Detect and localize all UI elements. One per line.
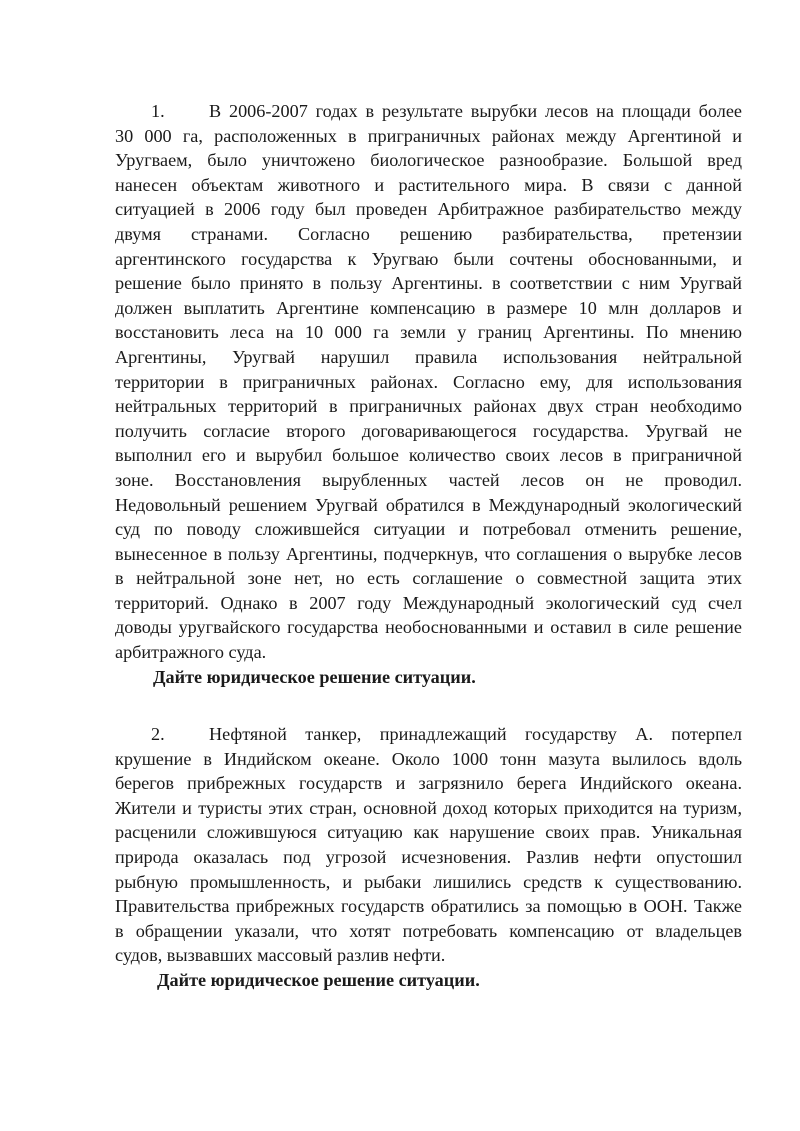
case-1-line: восстановить леса на 10 000 га земли у границ Аргентины. По мнению <box>115 322 742 343</box>
case-1-line: суд по поводу сложившейся ситуации и потребовал отменить решение, <box>115 519 742 540</box>
case-2-task: Дайте юридическое решение ситуации. <box>157 969 480 990</box>
case-2-line: крушение в Индийском океане. Около 1000 тонн мазута вылилось вдоль <box>115 748 742 769</box>
case-1-line: территорий. Однако в 2007 году Международный экологический суд счел <box>115 592 742 613</box>
case-1-line: решение было принято в пользу Аргентины. в соответствии с ним Уругвай <box>115 273 742 294</box>
case-1-line: нейтральных территорий в приграничных районах двух стран необходимо <box>115 396 742 417</box>
case-2-line: судов, вызвавших массовый разлив нефти. <box>115 945 446 966</box>
case-2-line-text: Нефтяной танкер, принадлежащий государству А. потерпел <box>209 724 742 744</box>
case-1-line: вынесенное в пользу Аргентины, подчеркнув, что соглашения о вырубке лесов <box>115 543 742 564</box>
case-1-line: выполнил его и вырубил большое количество своих лесов в приграничной <box>115 445 742 466</box>
case-2-number: 2. <box>151 724 165 744</box>
case-1-line: ситуацией в 2006 году был проведен Арбитражное разбирательство между <box>115 199 742 220</box>
case-1-line: Аргентины, Уругвай нарушил правила использования нейтральной <box>115 346 742 367</box>
case-1-task: Дайте юридическое решение ситуации. <box>153 666 476 687</box>
case-2-line <box>115 722 742 747</box>
case-1-line: зоне. Восстановления вырубленных частей лесов он не проводил. <box>115 469 742 490</box>
case-2-line: Жители и туристы этих стран, основной доход которых приходится на туризм, <box>115 797 742 818</box>
case-2-paragraph <box>115 722 742 993</box>
case-1-line: нанесен объектам животного и растительного мира. В связи с данной <box>115 174 742 195</box>
case-2-line: природа оказалась под угрозой исчезновения. Разлив нефти опустошил <box>115 846 742 867</box>
case-1-line: двумя странами. Согласно решению разбирательства, претензии <box>115 223 742 244</box>
case-1-paragraph <box>115 99 742 689</box>
case-2-line: рыбную промышленность, и рыбаки лишились средств к существованию. <box>115 871 742 892</box>
case-1-line: 30 000 га, расположенных в приграничных районах между Аргентиной и <box>115 125 742 146</box>
case-1-line: получить согласие второго договаривающегося государства. Уругвай не <box>115 420 742 441</box>
case-1-line: аргентинского государства к Уругваю были сочтены обоснованными, и <box>115 248 742 269</box>
case-1-line: арбитражного суда. <box>115 642 267 663</box>
case-1-line: в нейтральной зоне нет, но есть соглашение о совместной защита этих <box>115 568 742 589</box>
case-2-line: Правительства прибрежных государств обратились за помощью в ООН. Также <box>115 896 742 917</box>
case-2-line: в обращении указали, что хотят потребовать компенсацию от владельцев <box>115 920 742 941</box>
case-1-line: доводы уругвайского государства необоснованными и оставил в силе решение <box>115 617 742 638</box>
case-1-line: Недовольный решением Уругвай обратился в Международный экологический <box>115 494 742 515</box>
case-1-line: должен выплатить Аргентине компенсацию в размере 10 млн долларов и <box>115 297 742 318</box>
case-2-line: расценили сложившуюся ситуацию как нарушение своих прав. Уникальная <box>115 822 742 843</box>
case-2-line: берегов прибрежных государств и загрязнило берега Индийского океана. <box>115 773 742 794</box>
case-1-line: территории в приграничных районах. Согласно ему, для использования <box>115 371 742 392</box>
case-1-number: 1. <box>151 101 165 121</box>
case-1-line-text: В 2006-2007 годах в результате вырубки лесов на площади более <box>209 101 742 121</box>
case-1-line <box>115 99 742 124</box>
case-1-line: Уругваем, было уничтожено биологическое разнообразие. Большой вред <box>115 150 742 171</box>
